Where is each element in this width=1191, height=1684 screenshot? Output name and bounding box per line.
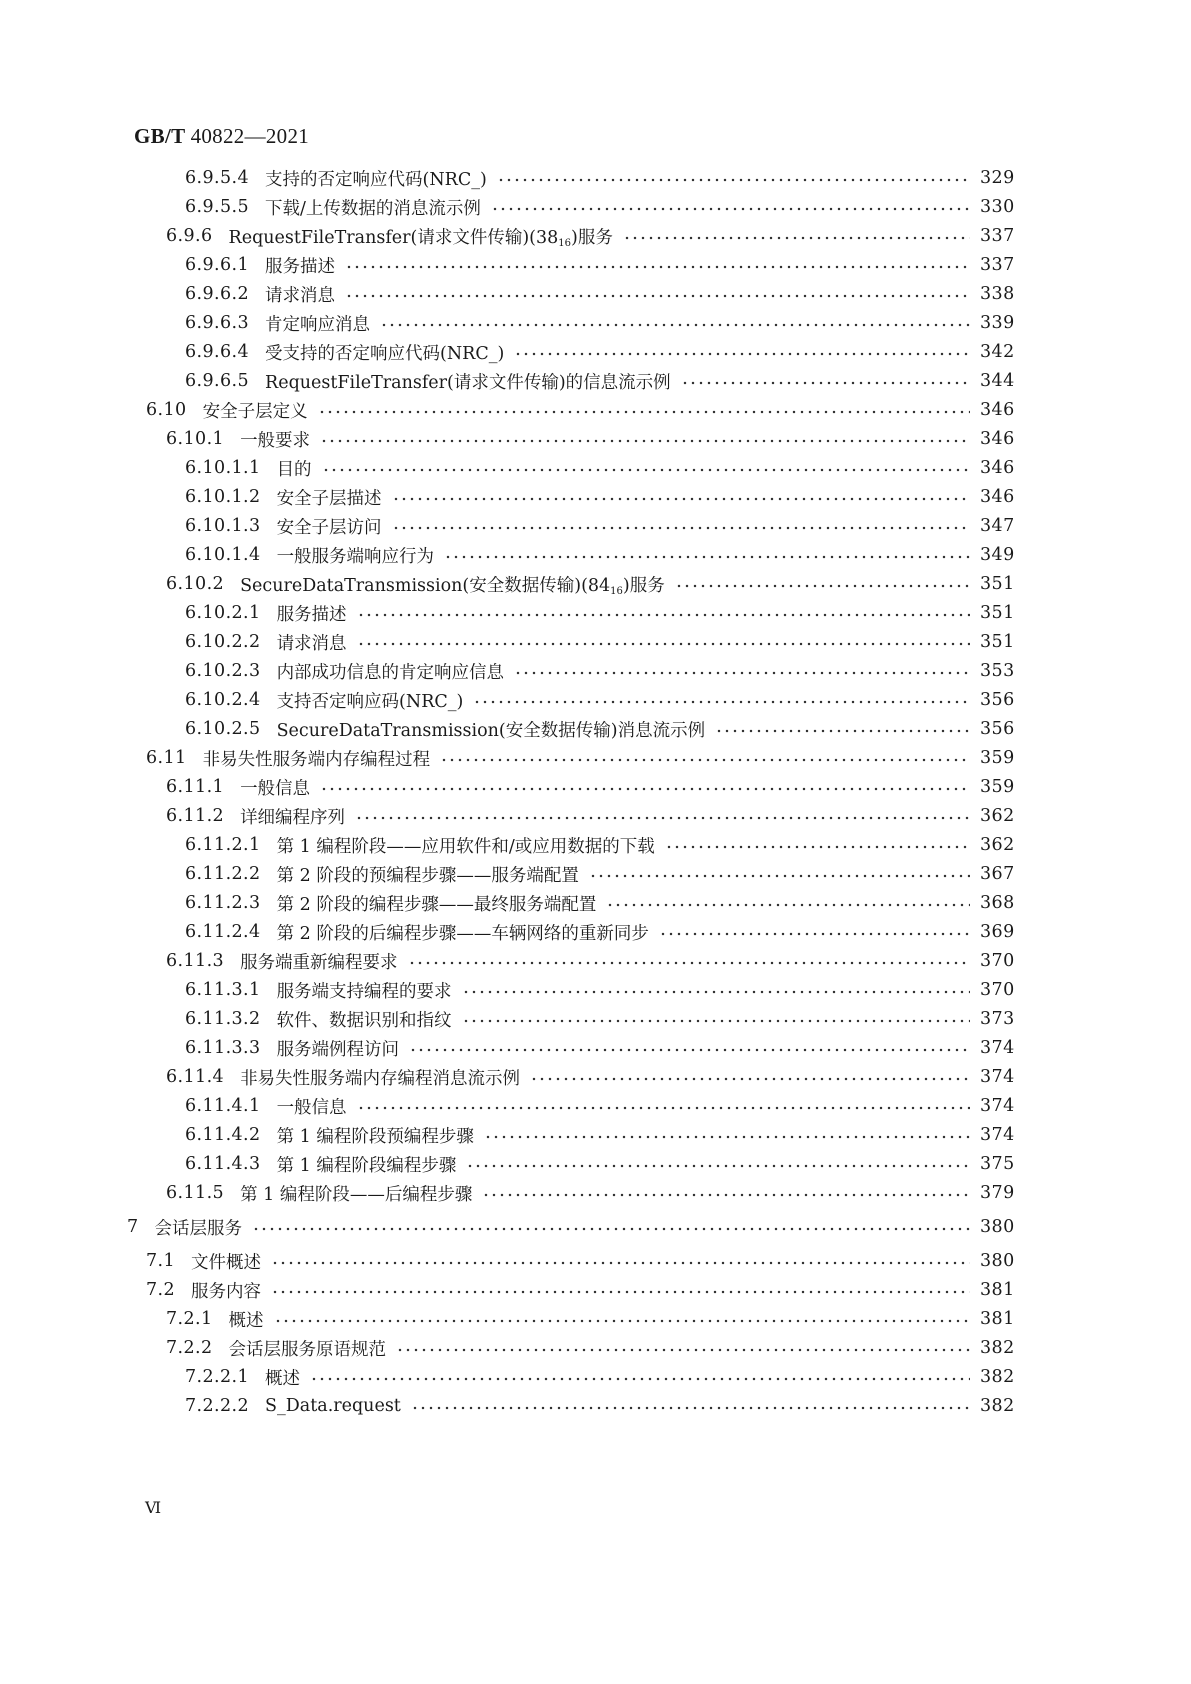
- toc-page-number: 373: [980, 1009, 1015, 1029]
- toc-leader-dots: [318, 410, 970, 414]
- toc-page-number: 374: [980, 1067, 1015, 1087]
- toc-section-number: 6.10.2.4: [185, 690, 261, 710]
- toc-page-number: 339: [980, 313, 1015, 333]
- toc-section-number: 6.11.4.2: [185, 1125, 261, 1145]
- toc-row[interactable]: [185, 251, 1014, 279]
- toc-section-title: 软件、数据识别和指纹: [276, 1010, 452, 1031]
- toc-row[interactable]: [185, 918, 1014, 946]
- toc-page-number: 370: [980, 980, 1015, 1000]
- toc-page-number: 380: [980, 1251, 1015, 1271]
- toc-leader-dots: [444, 555, 970, 559]
- toc-row[interactable]: [185, 1121, 1014, 1149]
- standard-number: 40822—2021: [190, 124, 310, 148]
- toc-row[interactable]: [166, 1334, 1014, 1362]
- toc-section-title: 安全子层描述: [276, 488, 382, 509]
- toc-leader-dots: [659, 932, 970, 936]
- toc-page-number: 353: [980, 661, 1015, 681]
- toc-leader-dots: [411, 1406, 970, 1410]
- toc-leader-dots: [396, 1348, 970, 1352]
- standard-code: GB/T: [134, 124, 186, 148]
- toc-section-number: 7.2.2.2: [185, 1396, 250, 1416]
- toc-section-title: 一般信息: [240, 778, 311, 799]
- toc-row[interactable]: [166, 425, 1014, 453]
- toc-page-number: 338: [980, 284, 1015, 304]
- toc-section-number: 6.10.2.5: [185, 719, 261, 739]
- toc-section-number: 6.9.6.4: [185, 342, 250, 362]
- toc-section-title: 服务端重新编程要求: [240, 952, 398, 973]
- toc-section-title: 安全子层定义: [202, 401, 308, 422]
- toc-section-title: 服务端支持编程的要求: [276, 981, 452, 1002]
- toc-page-number: 369: [980, 922, 1015, 942]
- toc-row[interactable]: [146, 1276, 1014, 1304]
- toc-row[interactable]: [166, 570, 1014, 598]
- toc-leader-dots: [274, 1319, 970, 1323]
- toc-page-number: 346: [980, 400, 1015, 420]
- toc-leader-dots: [392, 526, 970, 530]
- toc-section-number: 6.10.1.4: [185, 545, 261, 565]
- toc-leader-dots: [322, 468, 970, 472]
- toc-leader-dots: [392, 497, 970, 501]
- toc-leader-dots: [355, 816, 970, 820]
- toc-section-title: 会话层服务: [154, 1218, 243, 1239]
- toc-title-main: SecureDataTransmission(安全数据传输)(84: [240, 575, 611, 596]
- toc-row[interactable]: [185, 1363, 1014, 1391]
- toc-row[interactable]: [185, 164, 1014, 192]
- toc-page-number: 374: [980, 1125, 1015, 1145]
- toc-page-number: 351: [980, 632, 1015, 652]
- toc-page-number: 359: [980, 777, 1015, 797]
- toc-leader-dots: [310, 1377, 970, 1381]
- toc-page-number: 379: [980, 1183, 1015, 1203]
- toc-row[interactable]: [185, 976, 1014, 1004]
- toc-section-title: 详细编程序列: [240, 807, 346, 828]
- toc-section-title: 第 1 编程阶段——应用软件和/或应用数据的下载: [276, 836, 655, 857]
- toc-section-number: 6.10.1.2: [185, 487, 261, 507]
- toc-leader-dots: [484, 1135, 970, 1139]
- toc-row[interactable]: [166, 947, 1014, 975]
- toc-section-title: 请求消息: [265, 285, 336, 306]
- toc-page-number: 381: [980, 1309, 1015, 1329]
- toc-row[interactable]: [185, 686, 1014, 714]
- toc-section-title: 支持的否定响应代码(NRC_): [265, 169, 487, 190]
- toc-section-number: 6.10.1.3: [185, 516, 261, 536]
- toc-page-number: 329: [980, 168, 1015, 188]
- toc-row[interactable]: [185, 860, 1014, 888]
- toc-section-number: 7: [127, 1217, 139, 1237]
- toc-page-number: 374: [980, 1096, 1015, 1116]
- toc-page-number: 349: [980, 545, 1015, 565]
- toc-section-title: 下载/上传数据的消息流示例: [265, 198, 481, 219]
- toc-row[interactable]: [185, 599, 1014, 627]
- toc-title-suffix: )服务: [622, 575, 665, 596]
- toc-section-title: 受支持的否定响应代码(NRC_): [265, 343, 505, 364]
- toc-section-number: 6.11.2.4: [185, 922, 261, 942]
- toc-row[interactable]: [185, 1005, 1014, 1033]
- toc-section-number: 6.11.2: [166, 806, 225, 826]
- toc-section-number: 6.10.2: [166, 574, 225, 594]
- toc-section-number: 6.9.6.1: [185, 255, 250, 275]
- toc-leader-dots: [462, 990, 970, 994]
- toc-section-title: 服务端例程访问: [276, 1039, 400, 1060]
- toc-section-title: 非易失性服务端内存编程过程: [202, 749, 431, 770]
- toc-page-number: 380: [980, 1217, 1015, 1237]
- toc-section-number: 6.11: [146, 748, 187, 768]
- toc-page-number: 359: [980, 748, 1015, 768]
- toc-section-title: 第 2 阶段的后编程步骤——车辆网络的重新同步: [276, 923, 649, 944]
- toc-section-title: 非易失性服务端内存编程消息流示例: [240, 1068, 521, 1089]
- toc-section-number: 6.11.5: [166, 1183, 225, 1203]
- toc-leader-dots: [345, 265, 970, 269]
- toc-section-title: 第 2 阶段的编程步骤——最终服务端配置: [276, 894, 597, 915]
- toc-page-number: 337: [980, 255, 1015, 275]
- toc-row[interactable]: [146, 396, 1014, 424]
- toc-section-number: 6.11.3.3: [185, 1038, 261, 1058]
- toc-title-subscript: 16: [610, 585, 623, 597]
- toc-row[interactable]: [166, 1305, 1014, 1333]
- toc-section-number: 6.9.5.5: [185, 197, 250, 217]
- toc-section-title: 文件概述: [191, 1252, 262, 1273]
- toc-title-main: RequestFileTransfer(请求文件传输)(38: [228, 227, 559, 248]
- toc-page-number: 346: [980, 487, 1015, 507]
- toc-section-title: 第 1 编程阶段编程步骤: [276, 1155, 457, 1176]
- toc-row[interactable]: [166, 802, 1014, 830]
- toc-title-suffix: )服务: [571, 227, 613, 248]
- toc-section-title: 请求消息: [276, 633, 347, 654]
- toc-page-number: 351: [980, 574, 1015, 594]
- toc-page-number: 342: [980, 342, 1015, 362]
- toc-leader-dots: [440, 758, 970, 762]
- toc-row[interactable]: [185, 280, 1014, 308]
- toc-page-number: 344: [980, 371, 1015, 391]
- toc-section-number: 6.10.2.3: [185, 661, 261, 681]
- toc-page-number: 374: [980, 1038, 1015, 1058]
- toc-section-title: 第 1 编程阶段预编程步骤: [276, 1126, 474, 1147]
- toc-row[interactable]: [185, 1150, 1014, 1178]
- toc-page-number: 356: [980, 690, 1015, 710]
- toc-leader-dots: [466, 1164, 970, 1168]
- toc-page-number: 346: [980, 458, 1015, 478]
- toc-row[interactable]: [166, 1179, 1014, 1207]
- toc-page-number: 367: [980, 864, 1015, 884]
- toc-section-number: 7.2.2: [166, 1338, 213, 1358]
- toc-section-title: SecureDataTransmission(安全数据传输)消息流示例: [276, 720, 706, 741]
- toc-page-number: 330: [980, 197, 1015, 217]
- toc-leader-dots: [408, 961, 970, 965]
- toc-leader-dots: [514, 671, 970, 675]
- toc-section-title: [240, 572, 665, 597]
- toc-section-title: 第 1 编程阶段——后编程步骤: [240, 1184, 473, 1205]
- toc-row[interactable]: [166, 222, 1014, 250]
- toc-section-number: 6.11.4: [166, 1067, 225, 1087]
- toc-leader-dots: [675, 584, 970, 588]
- page-number: Ⅵ: [145, 1500, 162, 1517]
- toc-section-title: 第 2 阶段的预编程步骤——服务端配置: [276, 865, 579, 886]
- toc-row[interactable]: [166, 1063, 1014, 1091]
- toc-section-title: 一般要求: [240, 430, 311, 451]
- toc-row[interactable]: [185, 1034, 1014, 1062]
- toc-leader-dots: [623, 236, 970, 240]
- toc-leader-dots: [320, 787, 970, 791]
- toc-leader-dots: [252, 1227, 970, 1231]
- toc-row[interactable]: [146, 1247, 1014, 1275]
- standard-header: [134, 124, 309, 149]
- toc-section-number: 6.9.6.5: [185, 371, 250, 391]
- toc-leader-dots: [530, 1077, 970, 1081]
- toc-title-subscript: 16: [558, 237, 572, 249]
- toc-section-number: 6.10.2.1: [185, 603, 261, 623]
- toc-section-number: 6.10.2.2: [185, 632, 261, 652]
- toc-section-title: S_Data.request: [265, 1396, 401, 1416]
- toc-section-title: 概述: [228, 1310, 264, 1331]
- toc-section-number: 6.11.3: [166, 951, 225, 971]
- toc-leader-dots: [681, 381, 970, 385]
- toc-leader-dots: [497, 178, 970, 182]
- toc-section-number: 6.11.2.1: [185, 835, 261, 855]
- toc-row[interactable]: [185, 541, 1014, 569]
- toc-section-number: 6.11.4.1: [185, 1096, 261, 1116]
- toc-section-title: [229, 224, 613, 249]
- toc-row[interactable]: [185, 338, 1014, 366]
- toc-row[interactable]: [185, 889, 1014, 917]
- toc-leader-dots: [409, 1048, 970, 1052]
- toc-page-number: 368: [980, 893, 1015, 913]
- toc-section-number: 6.11.2.3: [185, 893, 261, 913]
- toc-section-number: 6.11.1: [166, 777, 225, 797]
- toc-section-number: 6.9.6.3: [185, 313, 250, 333]
- toc-section-number: 6.10.1: [166, 429, 225, 449]
- toc-leader-dots: [380, 323, 970, 327]
- toc-page-number: 337: [980, 226, 1015, 246]
- toc-leader-dots: [514, 352, 970, 356]
- toc-page-number: 351: [980, 603, 1015, 623]
- toc-section-number: 6.10.1.1: [185, 458, 261, 478]
- toc-section-number: 7.1: [146, 1251, 176, 1271]
- toc-page-number: 347: [980, 516, 1015, 536]
- toc-section-number: 6.9.6: [166, 226, 213, 246]
- toc-leader-dots: [345, 294, 970, 298]
- toc-leader-dots: [462, 1019, 970, 1023]
- toc-section-number: 6.11.2.2: [185, 864, 261, 884]
- toc-page-number: 356: [980, 719, 1015, 739]
- toc-leader-dots: [482, 1193, 970, 1197]
- toc-row[interactable]: [185, 193, 1014, 221]
- toc-section-title: 内部成功信息的肯定响应信息: [276, 662, 505, 683]
- toc-row[interactable]: [185, 367, 1014, 395]
- toc-section-title: 服务描述: [276, 604, 347, 625]
- toc-section-title: 支持否定响应码(NRC_): [276, 691, 464, 712]
- toc-page-number: 346: [980, 429, 1015, 449]
- toc-page-number: 382: [980, 1338, 1015, 1358]
- toc-leader-dots: [357, 642, 970, 646]
- toc-page-number: 382: [980, 1367, 1015, 1387]
- toc-row[interactable]: [185, 483, 1014, 511]
- toc-section-title: 一般服务端响应行为: [276, 546, 435, 567]
- toc-section-title: 安全子层访问: [276, 517, 382, 538]
- toc-leader-dots: [357, 1106, 970, 1110]
- toc-row[interactable]: [185, 1092, 1014, 1120]
- toc-section-title: 肯定响应消息: [265, 314, 371, 335]
- toc-row[interactable]: [127, 1213, 1014, 1241]
- toc-row[interactable]: [146, 744, 1014, 772]
- toc-leader-dots: [589, 874, 970, 878]
- toc-row[interactable]: [166, 773, 1014, 801]
- toc-leader-dots: [491, 207, 970, 211]
- toc-section-number: 7.2.2.1: [185, 1367, 250, 1387]
- toc-section-title: 会话层服务原语规范: [228, 1339, 387, 1360]
- toc-page-number: 381: [980, 1280, 1015, 1300]
- toc-section-number: 6.11.3.1: [185, 980, 261, 1000]
- toc-section-title: 一般信息: [276, 1097, 347, 1118]
- toc-page-number: 362: [980, 835, 1015, 855]
- toc-section-number: 6.9.6.2: [185, 284, 250, 304]
- toc-section-number: 6.10: [146, 400, 187, 420]
- toc-section-number: 7.2: [146, 1280, 176, 1300]
- toc-row[interactable]: [185, 831, 1014, 859]
- toc-row[interactable]: [185, 512, 1014, 540]
- toc-section-number: 6.11.3.2: [185, 1009, 261, 1029]
- toc-section-title: 服务内容: [191, 1281, 262, 1302]
- toc-section-title: 服务描述: [265, 256, 336, 277]
- toc-page-number: 362: [980, 806, 1015, 826]
- toc-leader-dots: [320, 439, 970, 443]
- toc-row[interactable]: [185, 628, 1014, 656]
- toc-row[interactable]: [185, 1392, 1014, 1420]
- toc-row[interactable]: [185, 309, 1014, 337]
- toc-leader-dots: [271, 1290, 970, 1294]
- toc-leader-dots: [271, 1261, 970, 1265]
- toc-section-number: 6.9.5.4: [185, 168, 250, 188]
- toc-section-title: 目的: [276, 459, 312, 480]
- toc-leader-dots: [606, 903, 970, 907]
- toc-row[interactable]: [185, 657, 1014, 685]
- toc-page-number: 375: [980, 1154, 1015, 1174]
- toc-row[interactable]: [185, 715, 1014, 743]
- toc-leader-dots: [357, 613, 970, 617]
- toc-section-title: 概述: [265, 1368, 301, 1389]
- toc-leader-dots: [473, 700, 970, 704]
- toc-leader-dots: [715, 729, 970, 733]
- toc-page-number: 382: [980, 1396, 1015, 1416]
- toc-row[interactable]: [185, 454, 1014, 482]
- toc-section-title: RequestFileTransfer(请求文件传输)的信息流示例: [265, 372, 671, 393]
- toc-page-number: 370: [980, 951, 1015, 971]
- toc-section-number: 6.11.4.3: [185, 1154, 261, 1174]
- toc-leader-dots: [665, 845, 970, 849]
- toc-section-number: 7.2.1: [166, 1309, 213, 1329]
